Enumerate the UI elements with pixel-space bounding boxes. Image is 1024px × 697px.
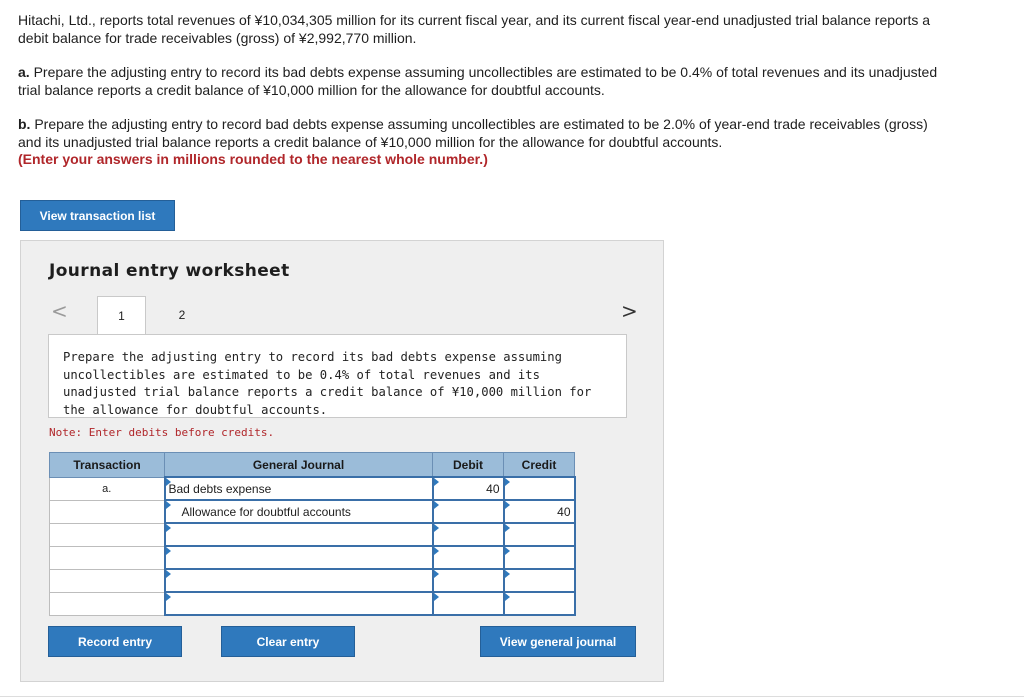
input-flag-icon [505,593,510,601]
journal-row [50,546,575,569]
next-arrow-icon[interactable]: > [621,299,638,323]
dropdown-flag-icon [166,524,171,532]
transaction-value: a. [102,482,112,495]
transaction-cell[interactable] [50,477,165,500]
input-flag-icon [505,547,510,555]
header-credit: Credit [504,453,575,478]
clear-entry-button[interactable]: Clear entry [221,626,355,657]
view-general-journal-button[interactable]: View general journal [480,626,636,657]
journal-row [50,592,575,615]
instruction-box: Prepare the adjusting entry to record its bad debts expense assuming uncollectibles are estimated to be 0.4% of total revenues and its unadjusted trial balance reports a credit balance of ¥10,000 million for the allowance for doubtful accounts. [48,334,627,418]
credit-input[interactable] [504,477,575,500]
input-flag-icon [505,524,510,532]
journal-row [50,523,575,546]
debit-input[interactable] [433,569,504,592]
debits-note: Note: Enter debits before credits. [49,426,275,439]
part-a-label: a. [18,64,30,80]
previous-arrow-icon[interactable]: < [51,299,68,323]
transaction-cell[interactable] [50,500,165,523]
view-transaction-list-button[interactable]: View transaction list [20,200,175,231]
account-select[interactable] [165,592,433,615]
account-value: Bad debts expense [168,481,272,496]
account-select[interactable] [165,500,433,523]
header-general-journal: General Journal [165,453,433,478]
question-part-a [18,64,938,99]
journal-row [50,477,575,500]
dropdown-flag-icon [166,547,171,555]
input-flag-icon [505,570,510,578]
journal-row [50,500,575,523]
credit-input[interactable] [504,500,575,523]
credit-input[interactable] [504,592,575,615]
input-flag-icon [505,501,510,509]
header-transaction: Transaction [50,453,165,478]
question-part-b [18,116,938,169]
journal-table [49,452,576,616]
credit-input[interactable] [504,569,575,592]
dropdown-flag-icon [166,570,171,578]
transaction-cell[interactable] [50,546,165,569]
transaction-cell[interactable] [50,569,165,592]
debit-input[interactable] [433,592,504,615]
account-select[interactable] [165,569,433,592]
part-a-text: Prepare the adjusting entry to record its bad debts expense assuming uncollectibles are estimated to be 0.4% of total revenues and its unadjusted trial balance reports a credit balance of ¥10,000 million for the allowance for doubtful accounts. [18,64,938,98]
journal-entry-worksheet [20,240,664,682]
tab-1[interactable]: 1 [97,296,146,334]
account-select[interactable] [165,477,433,500]
worksheet-title: Journal entry worksheet [49,261,290,281]
header-debit: Debit [433,453,504,478]
journal-header-row [50,453,575,478]
dropdown-flag-icon [166,501,171,509]
debit-input[interactable] [433,546,504,569]
question-text [18,12,938,169]
input-flag-icon [434,478,439,486]
input-flag-icon [505,478,510,486]
account-select[interactable] [165,546,433,569]
dropdown-flag-icon [166,593,171,601]
credit-value: 40 [557,504,571,519]
input-flag-icon [434,593,439,601]
dropdown-flag-icon [166,478,171,486]
debit-input[interactable] [433,477,504,500]
debit-input[interactable] [433,500,504,523]
input-flag-icon [434,501,439,509]
journal-row [50,569,575,592]
credit-input[interactable] [504,546,575,569]
transaction-cell[interactable] [50,523,165,546]
input-flag-icon [434,570,439,578]
record-entry-button[interactable]: Record entry [48,626,182,657]
transaction-cell[interactable] [50,592,165,615]
credit-input[interactable] [504,523,575,546]
account-value: Allowance for doubtful accounts [181,504,351,519]
account-select[interactable] [165,523,433,546]
question-intro: Hitachi, Ltd., reports total revenues of ¥10,034,305 million for its current fiscal year, and its current fiscal year-end unadjusted trial balance reports a debit balance for trade receivables (gross) of ¥2,992,770 million. [18,12,931,46]
part-b-label: b. [18,116,31,132]
input-flag-icon [434,524,439,532]
tab-2[interactable]: 2 [178,308,186,322]
debit-input[interactable] [433,523,504,546]
input-flag-icon [434,547,439,555]
rounding-note: (Enter your answers in millions rounded to the nearest whole number.) [18,151,488,167]
part-b-text: Prepare the adjusting entry to record bad debts expense assuming uncollectibles are estimated to be 2.0% of year-end trade receivables (gross) and its unadjusted trial balance reports a credit balance of ¥10,000 million for the allowance for doubtful accounts. [18,116,928,150]
debit-value: 40 [486,481,500,496]
